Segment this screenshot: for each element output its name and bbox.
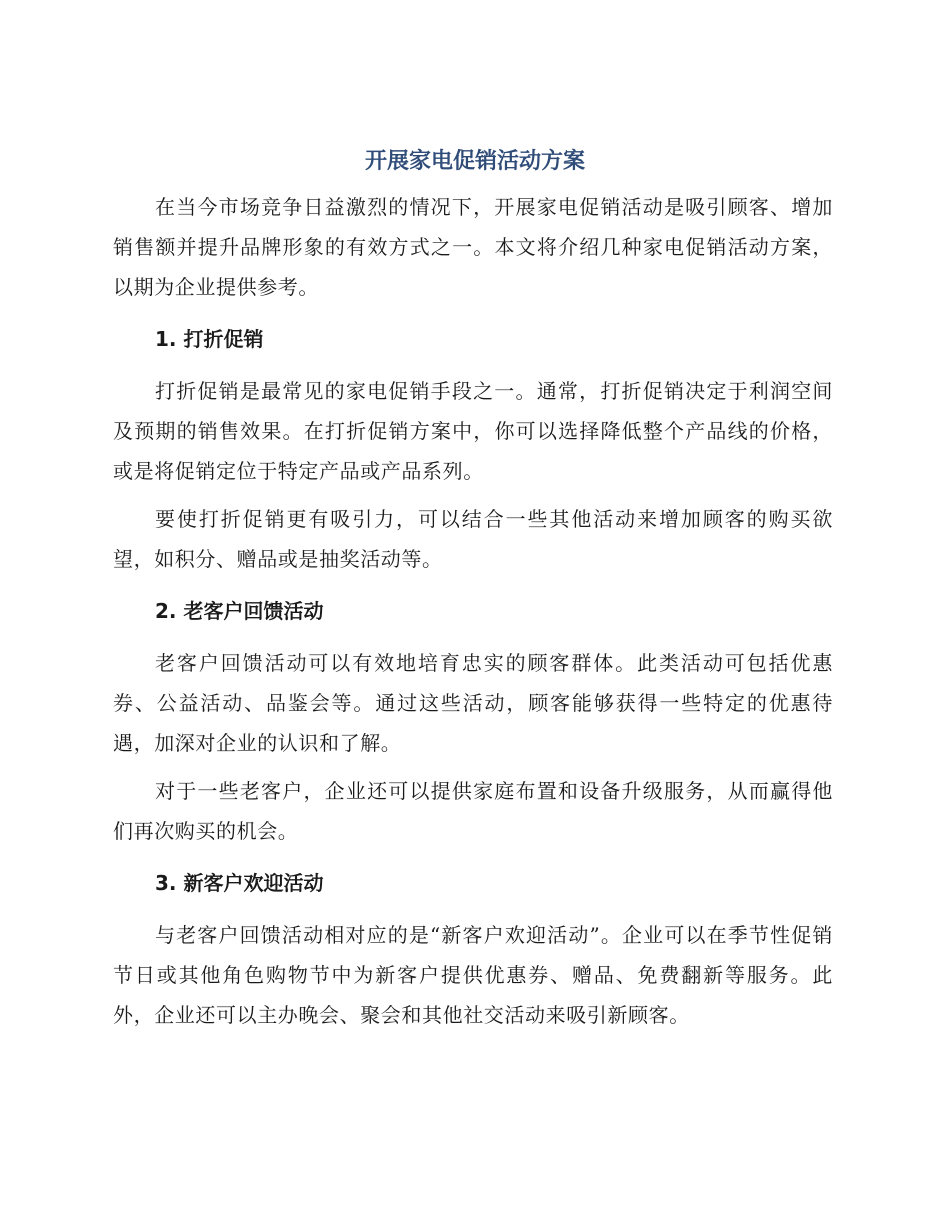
section-paragraph: 打折促销是最常见的家电促销手段之一。通常，打折促销决定于利润空间及预期的销售效果。在打折促销方案中，你可以选择降低整个产品线的价格，或是将促销定位于特定产品或产品系列。 bbox=[113, 379, 833, 483]
document-title: 开展家电促销活动方案 bbox=[364, 149, 585, 174]
section-heading: 1. 打折促销 bbox=[155, 327, 264, 351]
section-discount bbox=[113, 319, 833, 579]
section-loyal-customers bbox=[113, 591, 833, 851]
intro-paragraph: 在当今市场竞争日益激烈的情况下，开展家电促销活动是吸引顾客、增加销售额并提升品牌形象的有效方式之一。本文将介绍几种家电促销活动方案，以期为企业提供参考。 bbox=[113, 195, 833, 299]
section-paragraph: 对于一些老客户，企业还可以提供家庭布置和设备升级服务，从而赢得他们再次购买的机会。 bbox=[113, 779, 833, 843]
section-paragraph: 与老客户回馈活动相对应的是“新客户欢迎活动”。企业可以在季节性促销节日或其他角色购物节中为新客户提供优惠券、赠品、免费翻新等服务。此外，企业还可以主办晚会、聚会和其他社交活动来吸引新顾客。 bbox=[113, 923, 833, 1027]
section-heading: 3. 新客户欢迎活动 bbox=[155, 871, 324, 895]
section-new-customers bbox=[113, 863, 833, 1035]
document-body bbox=[113, 187, 833, 1035]
section-heading: 2. 老客户回馈活动 bbox=[155, 599, 324, 623]
section-paragraph: 老客户回馈活动可以有效地培育忠实的顾客群体。此类活动可包括优惠券、公益活动、品鉴会等。通过这些活动，顾客能够获得一些特定的优惠待遇，加深对企业的认识和了解。 bbox=[113, 651, 833, 755]
section-paragraph: 要使打折促销更有吸引力，可以结合一些其他活动来增加顾客的购买欲望，如积分、赠品或是抽奖活动等。 bbox=[113, 507, 833, 571]
